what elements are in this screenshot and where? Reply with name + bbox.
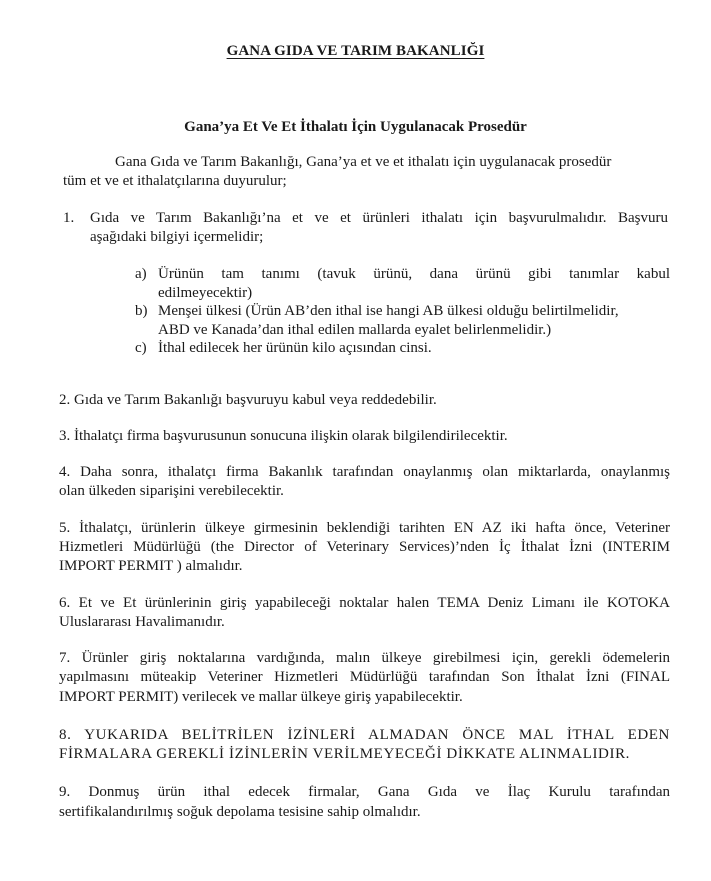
item-7-line-3: IMPORT PERMIT) verilecek ve mallar ülkeye giriş yapabilecektir. [59,689,463,705]
item-8-line-1: 8. YUKARIDA BELİTRİLEN İZİNLERİ ALMADAN ÖNCE MAL İTHAL EDEN [59,727,670,743]
subitem-a-marker: a) [135,266,147,282]
item-8-line-2: FİRMALARA GEREKLİ İZİNLERİN VERİLMEYECEĞİ DİKKATE ALINMALIDIR. [59,746,631,762]
item-4-line-1: 4. Daha sonra, ithalatçı firma Bakanlık tarafından onaylanmış olan miktarlarda, onaylanmış [59,464,670,480]
subitem-b-marker: b) [135,303,148,319]
item-2-text: 2. Gıda ve Tarım Bakanlığı başvuruyu kabul veya reddedebilir. [59,392,437,408]
item-5-line-3: IMPORT PERMIT ) almalıdır. [59,558,243,574]
item-1-line-2: aşağıdaki bilgiyi içermelidir; [90,229,264,245]
subitem-b-line-2: ABD ve Kanada’dan ithal edilen mallarda eyalet belirlenmelidir.) [158,322,552,338]
document-subtitle: Gana’ya Et Ve Et İthalatı İçin Uygulanacak Prosedür [184,119,527,135]
subitem-a-line-2: edilmeyecektir) [158,285,253,301]
subitem-b-line-1: Menşei ülkesi (Ürün AB’den ithal ise hangi AB ülkesi olduğu belirtilmelidir, [158,303,619,319]
item-1-number: 1. [63,210,75,226]
item-1-line-1: Gıda ve Tarım Bakanlığı’na et ve et ürünleri ithalatı için başvurulmalıdır. Başvuru [90,210,668,226]
intro-line-2: tüm et ve et ithalatçılarına duyurulur; [63,173,287,189]
item-5-line-2: Hizmetleri Müdürlüğü (the Director of Veterinary Services)’nden İç İthalat İzni (INTERIM [59,539,670,555]
subitem-c-line-1: İthal edilecek her ürünün kilo açısından cinsi. [158,340,432,356]
document-title: GANA GIDA VE TARIM BAKANLIĞI [226,43,485,59]
item-4-line-2: olan ülkeden siparişini verebilecektir. [59,483,284,499]
item-6-line-2: Uluslararası Havalimanıdır. [59,614,225,630]
item-7-line-1: 7. Ürünler giriş noktalarına vardığında, malın ülkeye girebilmesi için, gerekli ödemelerin [59,650,670,666]
item-6-line-1: 6. Et ve Et ürünlerinin giriş yapabileceği noktalar halen TEMA Deniz Limanı ile KOTOKA [59,595,670,611]
item-9-line-1: 9. Donmuş ürün ithal edecek firmalar, Gana Gıda ve İlaç Kurulu tarafından [59,784,670,800]
item-5-line-1: 5. İthalatçı, ürünlerin ülkeye girmesinin beklendiği tarihten EN AZ iki hafta önce, Veteriner [59,520,670,536]
subitem-c-marker: c) [135,340,147,356]
item-7-line-2: yapılmasını müteakip Veteriner Hizmetleri Müdürlüğü tarafından Son İthalat İzni (FINAL [59,669,670,685]
subitem-a-line-1: Ürünün tam tanımı (tavuk ürünü, dana ürünü gibi tanımlar kabul [158,266,670,282]
item-3-text: 3. İthalatçı firma başvurusunun sonucuna ilişkin olarak bilgilendirilecektir. [59,428,508,444]
intro-line-1: Gana Gıda ve Tarım Bakanlığı, Gana’ya et ve et ithalatı için uygulanacak prosedür [115,154,612,170]
item-9-line-2: sertifikalandırılmış soğuk depolama tesisine sahip olmalıdır. [59,804,421,820]
